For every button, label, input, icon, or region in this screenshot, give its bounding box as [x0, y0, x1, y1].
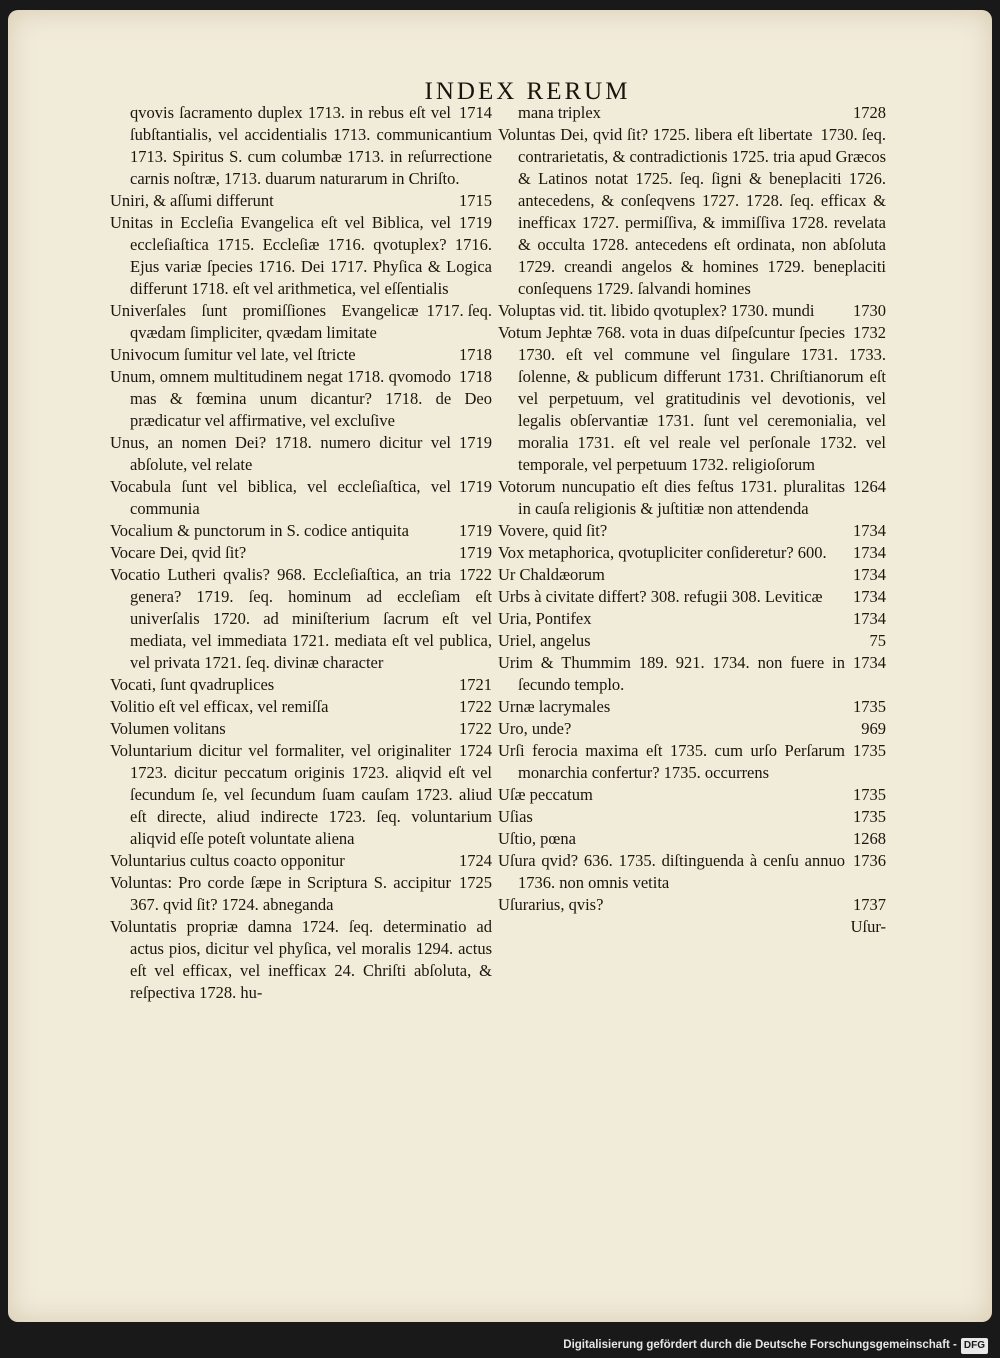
right-column	[498, 102, 886, 916]
right-index-entry	[498, 608, 886, 630]
entry-text: Votorum nuncupatio eſt dies feſtus 1731. pluralitas in cauſa religionis & juſtitiæ non attendenda	[498, 477, 845, 518]
page-reference: 1722	[459, 565, 492, 584]
entry-text: Uniri, & aſſumi differunt	[110, 191, 274, 210]
left-index-entry	[110, 102, 492, 190]
entry-text: Uro, unde?	[498, 719, 572, 738]
page-reference: 75	[869, 631, 886, 650]
page-reference: 1736	[853, 851, 886, 870]
entry-text: Uriel, angelus	[498, 631, 591, 650]
page-reference: 1734	[853, 521, 886, 540]
left-column	[110, 102, 492, 1004]
page-reference: 1719	[459, 543, 492, 562]
entry-text: Uſurarius, qvis?	[498, 895, 604, 914]
entry-text: Voluptas vid. tit. libido qvotuplex? 1730. mundi	[498, 301, 815, 320]
entry-text: Uſæ peccatum	[498, 785, 593, 804]
entry-text: Unum, omnem multitudinem negat 1718. qvomodo mas & fœmina unum dicantur? 1718. de Deo prædicatur vel affirmative, vel excluſive	[110, 367, 492, 430]
page-reference: 1719	[459, 213, 492, 232]
page-reference: 1722	[459, 697, 492, 716]
dfg-logo: DFG	[961, 1338, 988, 1354]
entry-text: Voluntas Dei, qvid ſit? 1725. libera eſt libertate contrarietatis, & contradictionis 1725. tria apud Græcos & Latinos notat 1725. ſeq. ſigni & beneplaciti 1726. antecedens, & conſeqvens 1727. 1728. ſeq. efficax & inefficax 1727. permiſſiva, & immiſſiva 1728. revelata & occulta 1728. antecedens eſt ordinata, non abſoluta 1729. creandi angelos & homines 1729. beneplaciti conſequens 1729. ſalvandi homines	[498, 125, 886, 298]
entry-text: Urim & Thummim 189. 921. 1734. non fuere in ſecundo templo.	[498, 653, 845, 694]
page-reference: 1734	[853, 587, 886, 606]
page-reference: 1714	[459, 103, 492, 122]
entry-text: Uſura qvid? 636. 1735. diſtinguenda à cenſu annuo 1736. non omnis vetita	[498, 851, 845, 892]
page-reference: 1264	[853, 477, 886, 496]
page-reference: 1734	[853, 565, 886, 584]
page-reference: 1722	[459, 719, 492, 738]
right-index-entry	[498, 520, 886, 542]
left-index-entry	[110, 190, 492, 212]
entry-text: Vocatio Lutheri qvalis? 968. Eccleſiaſtica, an tria genera? 1719. ſeq. hominum ad eccleſiam eſt univerſalis 1720. ad miniſterium ſacrum eſt vel mediata, vel immediata 1721. mediata eſt vel publica, vel privata 1721. ſeq. divinæ character	[110, 565, 492, 672]
page-reference: 1719	[459, 521, 492, 540]
catchword: Uſur-	[850, 917, 886, 936]
left-index-entry	[110, 696, 492, 718]
left-index-entry	[110, 476, 492, 520]
book-page	[8, 10, 992, 1322]
left-index-entry	[110, 872, 492, 916]
left-index-entry	[110, 344, 492, 366]
right-index-entry	[498, 652, 886, 696]
page-reference: 1719	[459, 477, 492, 496]
page-reference: 1718	[459, 367, 492, 386]
page-reference: 1735	[853, 807, 886, 826]
right-index-entry	[498, 586, 886, 608]
entry-text: Voluntatis propriæ damna 1724. ſeq. determinatio ad actus pios, dicitur vel phyſica, vel moralis 1294. actus eſt vel efficax, vel inefficax 24. Chriſti abſoluta, & reſpectiva 1728. hu-	[110, 917, 492, 1002]
right-index-entry	[498, 740, 886, 784]
page-reference: 1735	[853, 741, 886, 760]
right-index-entry	[498, 542, 886, 564]
left-index-entry	[110, 542, 492, 564]
entry-text: mana triplex	[518, 103, 601, 122]
page-reference: 1268	[853, 829, 886, 848]
entry-text: Voluntarium dicitur vel formaliter, vel originaliter 1723. dicitur peccatum originis 1723. aliqvid eſt vel ſecundum ſe, vel ſecundum ſuam cauſam 1723. aliud eſt directe, aliud indirecte 1723. ſeq. voluntarium aliqvid eſſe poteſt voluntate aliena	[110, 741, 492, 848]
page-reference: 1737	[853, 895, 886, 914]
left-index-entry	[110, 520, 492, 542]
page-reference: 1724	[459, 741, 492, 760]
left-index-entry	[110, 366, 492, 432]
entry-text: qvovis ſacramento duplex 1713. in rebus eſt vel ſubſtantialis, vel accidentialis 1713. communicantium 1713. Spiritus S. cum columbæ 1713. in reſurrectione carnis noſtræ, 1713. duarum naturarum in Chriſto.	[130, 103, 492, 188]
page-reference: 1735	[853, 697, 886, 716]
right-index-entry	[498, 806, 886, 828]
right-index-entry	[498, 850, 886, 894]
page-reference: 969	[861, 719, 886, 738]
entry-text: Unus, an nomen Dei? 1718. numero dicitur vel abſolute, vel relate	[110, 433, 451, 474]
page-reference: 1715	[459, 191, 492, 210]
page-reference: 1724	[459, 851, 492, 870]
right-index-entry	[498, 300, 886, 322]
entry-text: Vocalium & punctorum in S. codice antiquita	[110, 521, 409, 540]
page-reference: 1730. ſeq.	[820, 125, 886, 144]
page-reference: 1718	[459, 345, 492, 364]
entry-text: Vocabula ſunt vel biblica, vel eccleſiaſtica, vel communia	[110, 477, 451, 518]
entry-text: Volumen volitans	[110, 719, 226, 738]
right-index-entry	[498, 784, 886, 806]
right-index-entry	[498, 630, 886, 652]
left-index-entry	[110, 432, 492, 476]
footer-text: Digitalisierung gefördert durch die Deutsche Forschungsgemeinschaft -	[563, 1339, 957, 1351]
entry-text: Voluntarius cultus coacto opponitur	[110, 851, 345, 870]
page-reference: 1725	[459, 873, 492, 892]
page-reference: 1728	[853, 103, 886, 122]
left-index-entry	[110, 674, 492, 696]
page-reference: 1730	[853, 301, 886, 320]
right-index-entry	[498, 322, 886, 476]
entry-text: Urnæ lacrymales	[498, 697, 611, 716]
entry-text: Volitio eſt vel efficax, vel remiſſa	[110, 697, 329, 716]
entry-text: Unitas in Eccleſia Evangelica eſt vel Biblica, vel eccleſiaſtica 1715. Eccleſiæ 1716. qvotuplex? 1716. Ejus variæ ſpecies 1716. Dei 1717. Phyſica & Logica differunt 1718. eſt vel arithmetica, vel eſſentialis	[110, 213, 492, 298]
page-reference: 1721	[459, 675, 492, 694]
running-head: INDEX RERUM	[424, 78, 631, 105]
page-reference: 1734	[853, 653, 886, 672]
left-index-entry	[110, 212, 492, 300]
catchword-wrap	[498, 916, 886, 938]
entry-text: Urbs à civitate differt? 308. refugii 308. Leviticæ	[498, 587, 823, 606]
entry-text: Votum Jephtæ 768. vota in duas diſpeſcuntur ſpecies 1730. eſt vel commune vel ſingulare 1731. 1733. ſolenne, & publicum differunt 1731. Chriſtianorum eſt vel perpetuum, vel gratitudinis vel devotionis, vel legalis obſervantiæ 1731. ſunt vel ceremonialia, vel moralia 1731. eſt vel reale vel perſonale 1732. vel temporale, vel perpetuum 1732. religioſorum	[498, 323, 886, 474]
page-reference: 1732	[853, 323, 886, 342]
entry-text: Vox metaphorica, qvotupliciter conſideretur? 600.	[498, 543, 827, 562]
right-index-entry	[498, 564, 886, 586]
right-index-entry	[498, 718, 886, 740]
entry-text: Urſi ferocia maxima eſt 1735. cum urſo Perſarum monarchia confertur? 1735. occurrens	[498, 741, 845, 782]
entry-text: Univerſales ſunt promiſſiones Evangelicæ qvædam ſimpliciter, qvædam limitate	[110, 301, 419, 342]
entry-text: Voluntas: Pro corde ſæpe in Scriptura S. accipitur 367. qvid ſit? 1724. abneganda	[110, 873, 451, 914]
page-reference: 1719	[459, 433, 492, 452]
page-reference: 1734	[853, 609, 886, 628]
entry-text: Ur Chaldæorum	[498, 565, 605, 584]
left-index-entry	[110, 850, 492, 872]
left-index-entry	[110, 916, 492, 1004]
left-index-entry	[110, 740, 492, 850]
left-index-entry	[110, 564, 492, 674]
page-reference: 1734	[853, 543, 886, 562]
entry-text: Univocum ſumitur vel late, vel ſtricte	[110, 345, 356, 364]
entry-text: Uſias	[498, 807, 533, 826]
right-index-entry	[498, 476, 886, 520]
page-reference: 1717. ſeq.	[426, 301, 492, 320]
entry-text: Vovere, quid ſit?	[498, 521, 608, 540]
right-index-entry	[498, 828, 886, 850]
entry-text: Uſtio, pœna	[498, 829, 576, 848]
right-index-entry	[498, 124, 886, 300]
entry-text: Vocare Dei, qvid ſit?	[110, 543, 247, 562]
right-index-entry	[498, 696, 886, 718]
page-reference: 1735	[853, 785, 886, 804]
footer-credit	[0, 1337, 988, 1353]
entry-text: Vocati, ſunt qvadruplices	[110, 675, 275, 694]
left-index-entry	[110, 718, 492, 740]
entry-text: Uria, Pontifex	[498, 609, 592, 628]
right-index-entry	[498, 102, 886, 124]
left-index-entry	[110, 300, 492, 344]
right-index-entry	[498, 894, 886, 916]
